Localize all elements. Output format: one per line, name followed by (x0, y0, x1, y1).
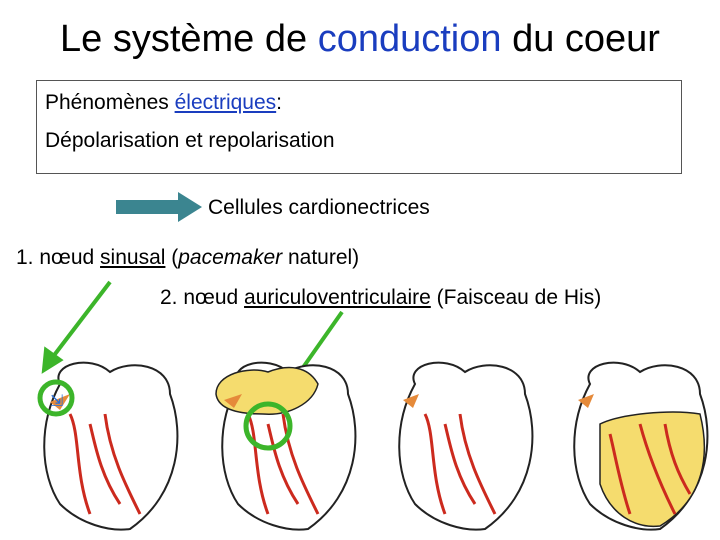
title-accent: conduction (317, 18, 502, 60)
item1-paren: ( (165, 246, 179, 269)
pointer-arrow-sinus (52, 282, 110, 358)
cellules-label: Cellules cardionectrices (208, 196, 430, 219)
title-part1: Le système de (60, 18, 318, 60)
title-part2: du coeur (501, 18, 660, 60)
heart-diagram-atria-icon (208, 354, 368, 534)
item1-underlined: sinusal (100, 246, 166, 269)
item2-rest: (Faisceau de His) (430, 286, 602, 309)
item2-prefix: 2. nœud (160, 286, 245, 309)
heart-diagram-ventricles-icon (560, 354, 720, 534)
definition-line2: Dépolarisation et repolarisation (45, 129, 335, 152)
item1-rest: naturel) (282, 246, 360, 269)
svg-text:⇲: ⇲ (50, 391, 64, 410)
item1-prefix: 1. nœud (16, 246, 101, 269)
heart-diagram-sinus-icon (30, 354, 190, 534)
electriques-link[interactable]: électriques (174, 91, 277, 114)
heart-diagram-av-icon (385, 354, 545, 534)
line1-end: : (276, 91, 282, 114)
item1-italic: pacemaker (178, 246, 283, 269)
line1-start: Phénomènes (45, 91, 175, 114)
item2-underlined: auriculoventriculaire (244, 286, 431, 309)
